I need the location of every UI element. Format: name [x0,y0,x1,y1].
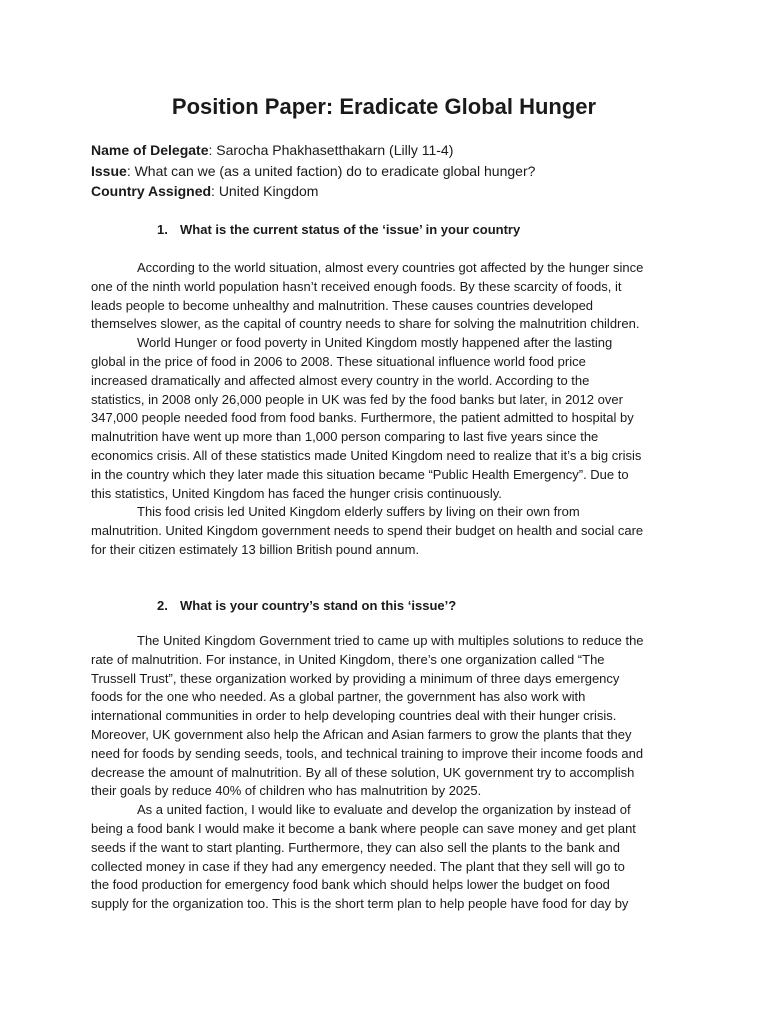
body-line: for their citizen estimately 13 billion British pound annum. [91,541,420,557]
delegate-label: Name of Delegate [91,142,209,158]
body-line: need for foods by sending seeds, tools, and technical training to improve their income foods and [91,745,644,761]
body-line: leads people to become unhealthy and malnutrition. These causes countries developed [91,297,594,313]
body-line: themselves slower, as the capital of country needs to share for solving the malnutrition children. [91,316,640,332]
body-line: decrease the amount of malnutrition. By all of these solution, UK government try to accomplish [91,764,635,780]
body-line: this statistics, United Kingdom has faced the hunger crisis continuously. [91,485,502,501]
body-line: economics crisis. All of these statistics made United Kingdom need to realize that it’s a big crisis [91,447,642,463]
section-2-heading [157,597,456,614]
body-line: The United Kingdom Government tried to came up with multiples solutions to reduce the [137,633,644,648]
body-line: malnutrition have went up more than 1,000 person comparing to last five years since the [91,429,599,445]
body-line: Moreover, UK government also help the African and Asian farmers to grow the plants that they [91,726,632,742]
body-line: statistics, in 2008 only 26,000 people in UK was fed by the food banks but later, in 2012 over [91,391,623,407]
issue-value: : What can we (as a united faction) do to eradicate global hunger? [126,163,536,179]
body-line: their goals by reduce 40% of children who has malnutrition by 2025. [91,783,482,799]
body-line: global in the price of food in 2006 to 2008. These situational influence world food price [91,353,586,369]
body-line: supply for the organization too. This is the short term plan to help people have food for day by [91,896,629,912]
delegate-value: : Sarocha Phakhasetthakarn (Lilly 11-4) [208,142,454,158]
body-line: malnutrition. United Kingdom government needs to spend their budget on health and social care [91,523,644,539]
section-1-body [91,259,691,560]
body-line: As a united faction, I would like to evaluate and develop the organization by instead of [137,802,631,818]
body-line: This food crisis led United Kingdom elderly suffers by living on their own from [137,504,580,520]
section-1-number: 1. [157,222,168,237]
section-1-heading-text: What is the current status of the ‘issue’ in your country [180,222,521,237]
issue-label: Issue [91,163,127,179]
body-line: Trussell Trust”, these organization worked by providing a minimum of three days emergency [91,670,620,686]
body-line: According to the world situation, almost every countries got affected by the hunger since [137,260,644,275]
body-line: being a food bank I would make it become a bank where people can save money and get plant [91,820,636,836]
body-line: foods for the one who needed. As a global partner, the government has also work with [91,689,586,705]
section-2-body [91,632,691,914]
country-line [91,182,318,200]
section-1-heading [157,221,520,238]
body-line: in the country which they later made this situation became “Public Health Emergency”. Due to [91,466,629,482]
body-line: 347,000 people needed food from food banks. Furthermore, the patient admitted to hospital by [91,410,634,426]
section-2-heading-text: What is your country’s stand on this ‘issue’? [180,598,457,613]
issue-line [91,162,535,180]
page-title: Position Paper: Eradicate Global Hunger [171,94,597,119]
body-line: international communities in order to help developing countries deal with their hunger crisis. [91,708,617,724]
body-line: one of the ninth world population hasn’t received enough foods. By these scarcity of foods, it [91,278,622,294]
delegate-line [91,141,453,159]
section-2-number: 2. [157,598,168,613]
body-line: seeds if the want to start planting. Furthermore, they can also sell the plants to the bank and [91,839,620,855]
body-line: rate of malnutrition. For instance, in United Kingdom, there’s one organization called “The [91,651,605,667]
body-line: increased dramatically and affected almost every country in the world. According to the [91,372,590,388]
body-line: World Hunger or food poverty in United Kingdom mostly happened after the lasting [137,335,613,351]
body-line: collected money in case if they had any emergency needed. The plant that they sell will go to [91,858,625,874]
country-label: Country Assigned [91,183,212,199]
body-line: the food production for emergency food bank which should helps lower the budget on food [91,877,610,893]
country-value: : United Kingdom [211,183,319,199]
